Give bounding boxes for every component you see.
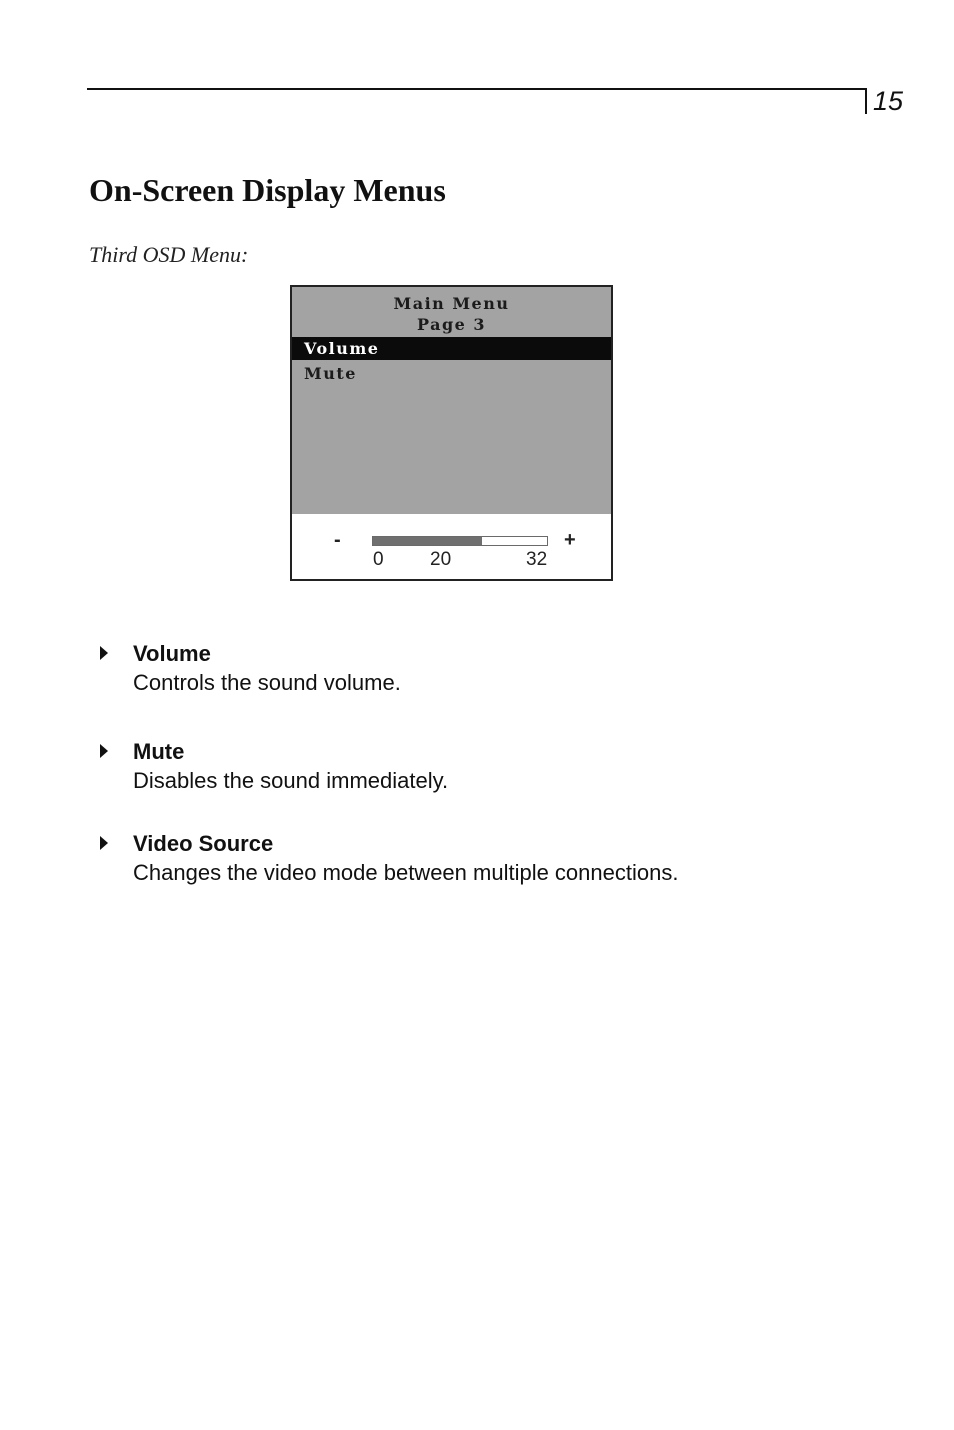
osd-volume-slider[interactable] [372,536,548,546]
osd-menu-window [290,285,613,581]
osd-minus-icon[interactable]: - [334,529,341,551]
osd-menu-item-mute[interactable]: Mute [304,364,357,383]
osd-menu-item-volume[interactable]: Volume [292,337,611,360]
osd-slider-current-label: 20 [430,549,452,570]
definition-term: Video Source [133,831,274,856]
definition-description: Disables the sound immediately. [133,768,449,793]
osd-slider-max-label: 32 [526,549,548,570]
triangle-right-icon [100,646,108,660]
definition-term: Mute [133,739,185,764]
osd-volume-slider-fill [373,537,482,545]
triangle-right-icon [100,744,108,758]
page-number: 15 [873,86,904,116]
page-title: On-Screen Display Menus [89,172,446,208]
definition-term: Volume [133,641,211,666]
osd-plus-icon[interactable]: + [564,529,576,551]
figure-caption: Third OSD Menu: [89,242,249,267]
header-rule [87,88,866,90]
osd-volume-slider-panel [292,514,611,579]
osd-menu-page: Page 3 [416,315,487,334]
definition-description: Controls the sound volume. [133,670,401,695]
osd-slider-min-label: 0 [373,549,384,570]
osd-menu-title: Main Menu [393,294,510,313]
triangle-right-icon [100,836,108,850]
definition-description: Changes the video mode between multiple connections. [133,860,679,885]
header-tick [865,88,867,114]
